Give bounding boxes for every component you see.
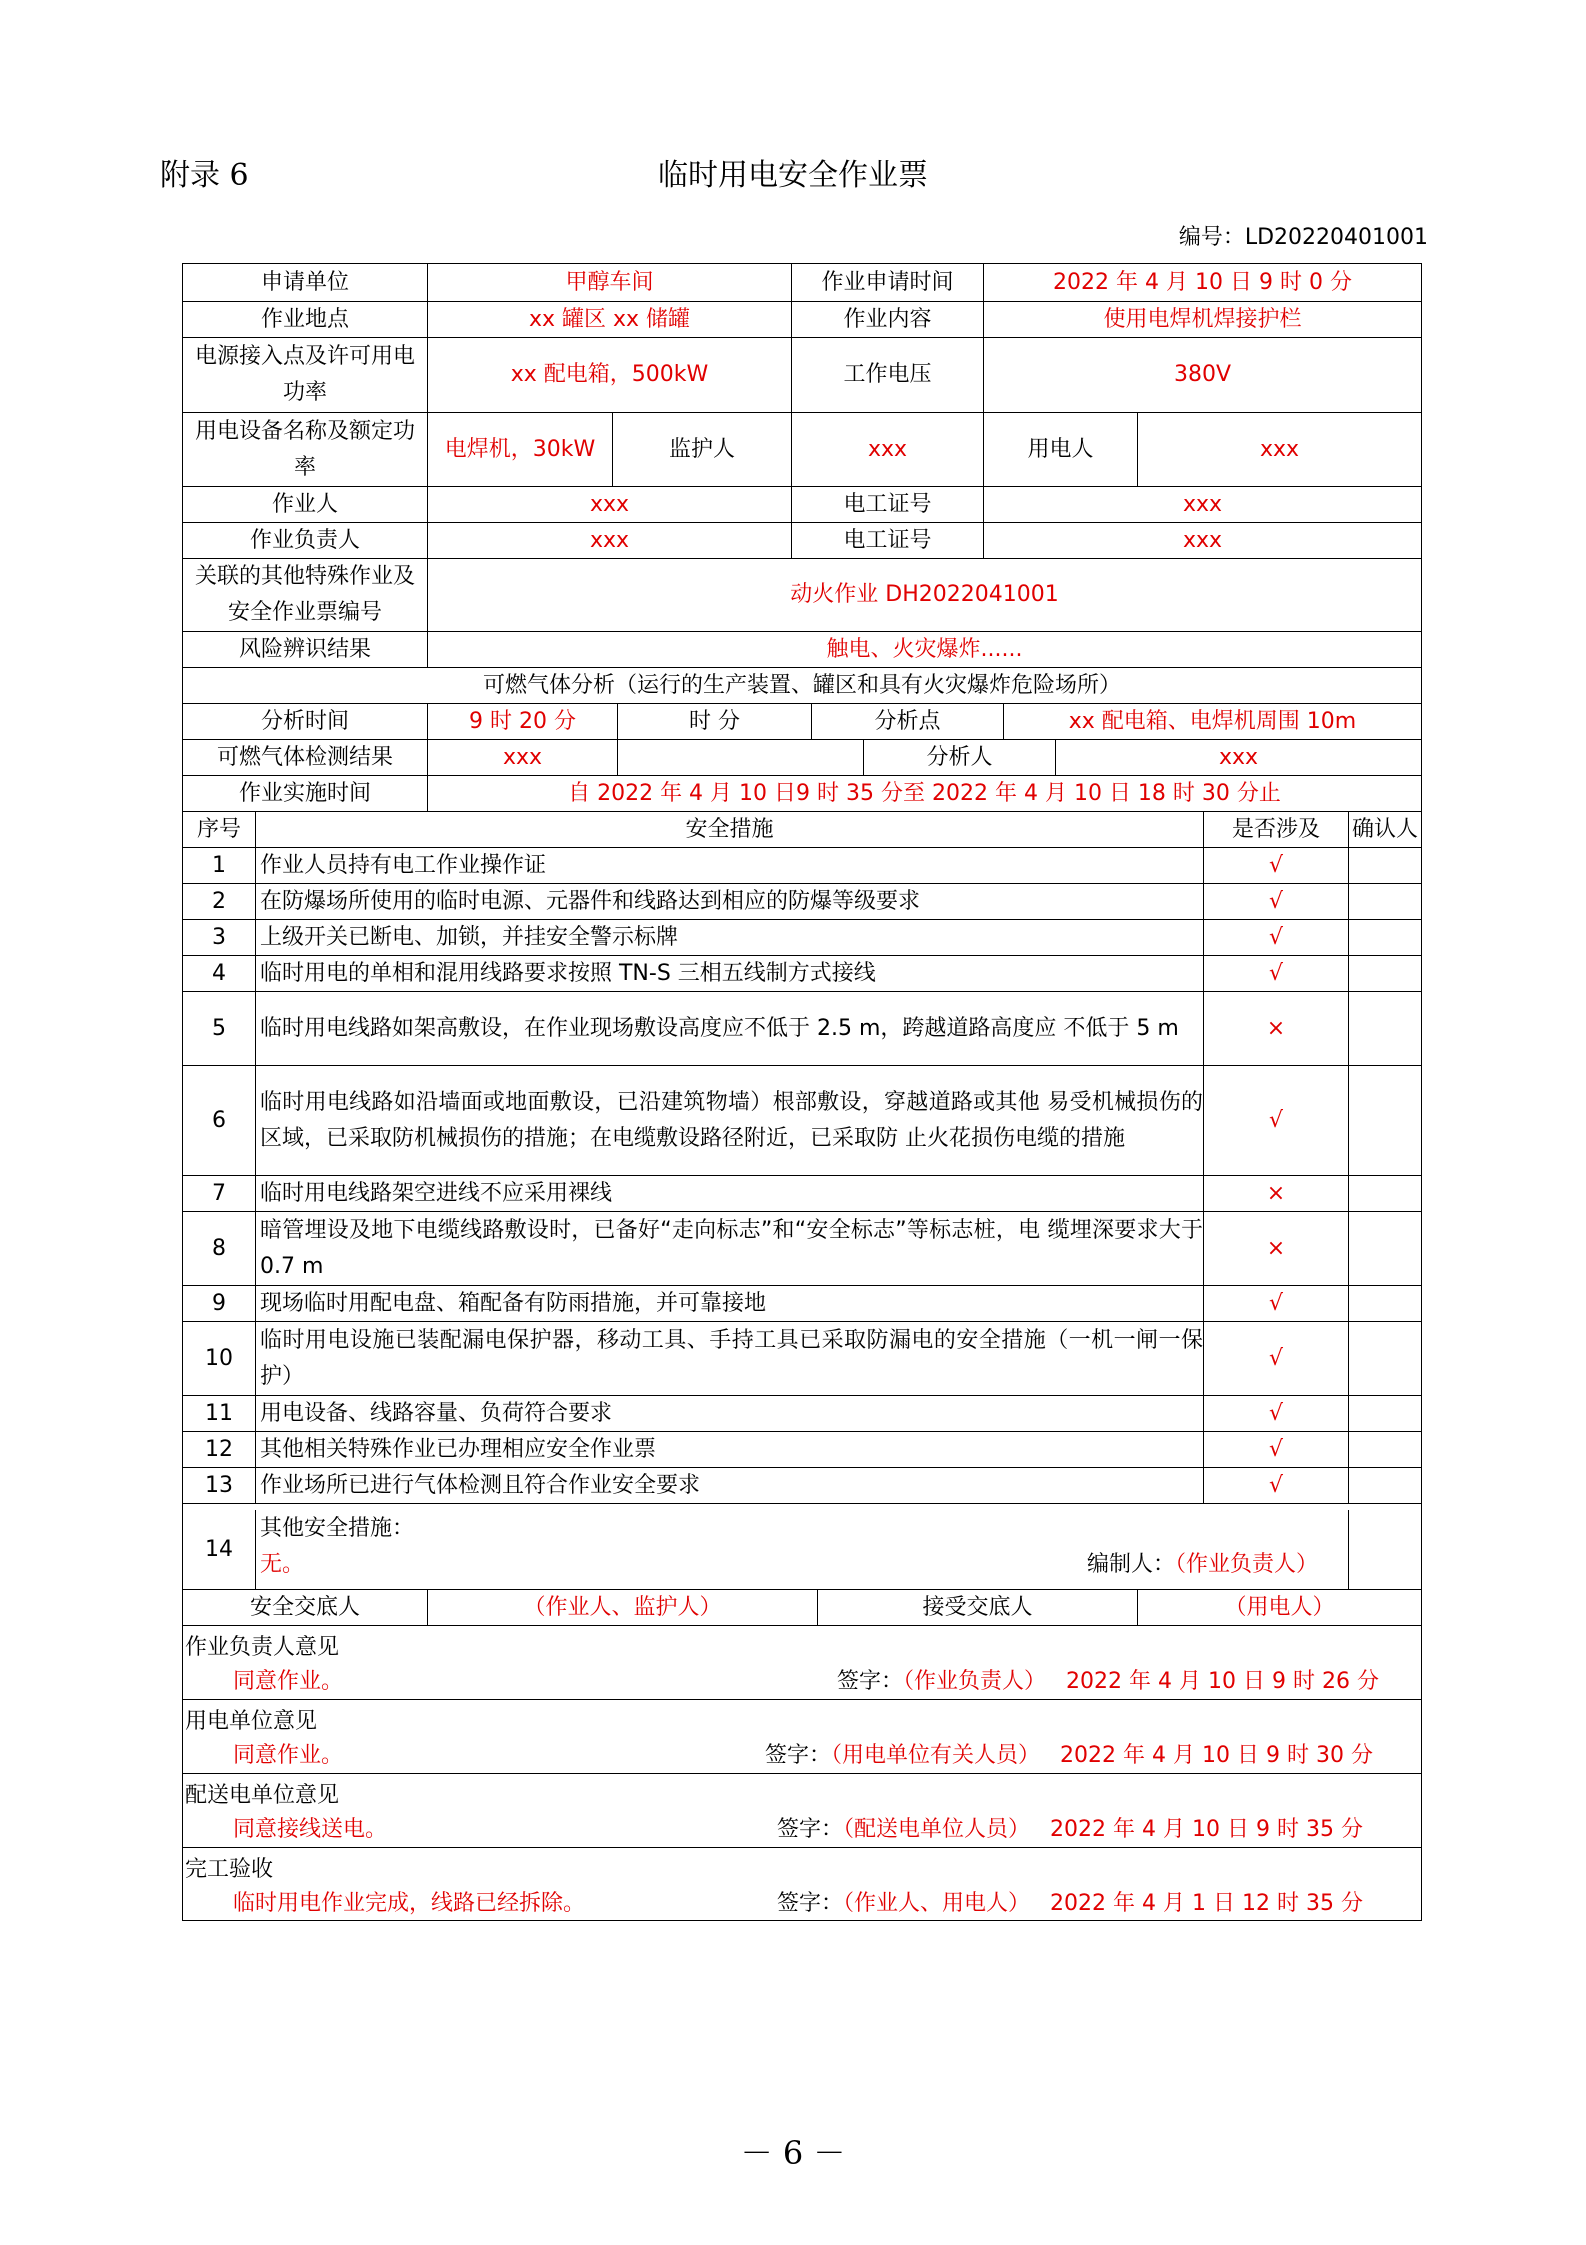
gas-result-blank (617, 740, 863, 775)
measure-row (183, 1468, 1421, 1504)
opinion-sign (777, 1812, 1363, 1843)
location-value: xx 罐区 xx 储罐 (427, 302, 791, 337)
sign-label: 签字： (765, 1743, 832, 1768)
measure-no: 13 (205, 1472, 233, 1498)
serial-number: 编号：LD20220401001 (1178, 225, 1428, 250)
confirm-cell (1348, 1066, 1421, 1175)
measure-text: 用电设备、线路容量、负荷符合要求 (255, 1396, 1203, 1431)
measure-text: 临时用电设施已装配漏电保护器，移动工具、手持工具已采取防漏电的安全措施（一机一闸一保护） (255, 1322, 1203, 1395)
involved-mark: × (1203, 1212, 1348, 1285)
handover-giver-value: （作业人、监护人） (427, 1590, 817, 1625)
opinion-sign (765, 1738, 1373, 1769)
measure-text: 作业人员持有电工作业操作证 (255, 848, 1203, 883)
involved-mark: √ (1203, 1432, 1348, 1467)
compiler-label: 编制人： (1086, 1552, 1175, 1577)
analysis-time-label: 分析时间 (260, 708, 349, 734)
opinion-sign (837, 1664, 1379, 1695)
sign-date: 2022 年 4 月 10 日 9 时 26 分 (1066, 1669, 1379, 1694)
involved-mark: √ (1203, 1396, 1348, 1431)
other-measures-cell (255, 1510, 1348, 1589)
involved-mark: √ (1203, 1066, 1348, 1175)
opinion-value: 同意作业。 (233, 1743, 344, 1768)
device-value: 电焊机，30kW (427, 413, 612, 486)
compiler (1087, 1548, 1318, 1582)
signer: （用电单位有关人员） (831, 1743, 1041, 1768)
row-gas-result (183, 740, 1421, 776)
analyst-value: xxx (1055, 740, 1421, 775)
row-worker (183, 487, 1421, 523)
signer: （作业人、用电人） (843, 1891, 1031, 1916)
measure-no: 12 (205, 1436, 233, 1462)
col-confirm-header: 确认人 (1348, 812, 1421, 847)
row-leader (183, 523, 1421, 559)
confirm-cell (1348, 956, 1421, 991)
gas-result-value: xxx (427, 740, 617, 775)
other-measures-label: 其他安全措施： (260, 1516, 415, 1541)
involved-mark: √ (1203, 1286, 1348, 1321)
cert-label-1: 电工证号 (791, 487, 983, 522)
opinion-leader (183, 1626, 1421, 1700)
measure-row (183, 1286, 1421, 1322)
measure-row (183, 920, 1421, 956)
measure-text: 临时用电线路如沿墙面或地面敷设，已沿建筑物墙）根部敷设，穿越道路或其他 易受机械损伤的区域，已采取防机械损伤的措施；在电缆敷设路径附近，已采取防 止火花损伤电缆的措施 (255, 1066, 1203, 1175)
measure-text: 在防爆场所使用的临时电源、元器件和线路达到相应的防爆等级要求 (255, 884, 1203, 919)
confirm-cell (1348, 1176, 1421, 1211)
measure-text: 暗管埋设及地下电缆线路敷设时，已备好“走向标志”和“安全标志”等标志桩，电 缆埋深要求大于 0.7 m (255, 1212, 1203, 1285)
gas-result-label: 可燃气体检测结果 (216, 744, 393, 770)
confirm-cell (1348, 848, 1421, 883)
confirm-cell (1348, 1396, 1421, 1431)
work-permit-form (182, 263, 1422, 1921)
involved-mark: √ (1203, 1322, 1348, 1395)
user-label: 用电人 (983, 413, 1137, 486)
measure-text: 上级开关已断电、加锁，并挂安全警示标牌 (255, 920, 1203, 955)
measure-no: 7 (212, 1180, 226, 1206)
opinion-title: 配送电单位意见 (185, 1783, 340, 1808)
measure-text: 临时用电线路如架高敷设，在作业现场敷设高度应不低于 2.5 m，跨越道路高度应 不低于 5 m (255, 992, 1203, 1065)
handover-receiver-label: 接受交底人 (817, 1590, 1137, 1625)
involved-mark: × (1203, 992, 1348, 1065)
involved-mark: √ (1203, 956, 1348, 991)
opinion-title: 用电单位意见 (185, 1709, 318, 1734)
sign-date: 2022 年 4 月 10 日 9 时 35 分 (1050, 1817, 1363, 1842)
confirm-cell (1348, 920, 1421, 955)
confirm-cell (1348, 1212, 1421, 1285)
compiler-value: （作业负责人） (1174, 1552, 1318, 1577)
confirm-cell (1348, 1510, 1421, 1589)
period-label: 作业实施时间 (238, 780, 371, 806)
measure-row (183, 1212, 1421, 1286)
gas-analysis-header: 可燃气体分析（运行的生产装置、罐区和具有火灾爆炸危险场所） (482, 672, 1121, 698)
period-value: 自 2022 年 4 月 10 日9 时 35 分至 2022 年 4 月 10 日 18 时 30 分止 (427, 776, 1421, 811)
measure-row (183, 956, 1421, 992)
power-point-value: xx 配电箱，500kW (427, 338, 791, 412)
measure-no: 5 (212, 1015, 226, 1041)
other-measures-value: 无。 (260, 1552, 305, 1577)
confirm-cell (1348, 992, 1421, 1065)
row-gas-header (183, 668, 1421, 704)
voltage-label: 工作电压 (791, 338, 983, 412)
measure-row (183, 1396, 1421, 1432)
signer: （配送电单位人员） (843, 1817, 1031, 1842)
content-label: 作业内容 (791, 302, 983, 337)
measure-no: 9 (212, 1290, 226, 1316)
row-handover (183, 1590, 1421, 1626)
sign-date: 2022 年 4 月 10 日 9 时 30 分 (1060, 1743, 1373, 1768)
leader-label: 作业负责人 (249, 527, 360, 553)
measure-text: 其他相关特殊作业已办理相应安全作业票 (255, 1432, 1203, 1467)
opinion-title: 完工验收 (185, 1857, 274, 1882)
analyst-label: 分析人 (863, 740, 1055, 775)
opinion-title: 作业负责人意见 (185, 1635, 340, 1660)
sign-label: 签字： (837, 1669, 904, 1694)
measure-text: 临时用电线路架空进线不应采用裸线 (255, 1176, 1203, 1211)
risk-value: 触电、火灾爆炸...... (427, 632, 1421, 667)
voltage-value: 380V (983, 338, 1421, 412)
risk-label: 风险辨识结果 (238, 636, 371, 662)
opinion-value: 同意作业。 (233, 1669, 344, 1694)
related-label: 关联的其他特殊作业及安全作业票编号 (194, 564, 415, 625)
user-value: xxx (1137, 413, 1421, 486)
confirm-cell (1348, 1468, 1421, 1503)
measure-row (183, 884, 1421, 920)
applicant-value: 甲醇车间 (427, 264, 791, 301)
sign-label: 签字： (777, 1891, 844, 1916)
location-label: 作业地点 (260, 306, 349, 332)
worker-label: 作业人 (271, 491, 338, 517)
related-value: 动火作业 DH2022041001 (427, 559, 1421, 631)
measure-text: 现场临时用配电盘、箱配备有防雨措施，并可靠接地 (255, 1286, 1203, 1321)
measure-no: 4 (212, 960, 226, 986)
measure-no: 3 (212, 924, 226, 950)
measure-text: 作业场所已进行气体检测且符合作业安全要求 (255, 1468, 1203, 1503)
analysis-point-value: xx 配电箱、电焊机周围 10m (1003, 704, 1421, 739)
opinion-user-unit (183, 1700, 1421, 1774)
applicant-label: 申请单位 (260, 269, 349, 295)
measure-text: 临时用电的单相和混用线路要求按照 TN-S 三相五线制方式接线 (255, 956, 1203, 991)
confirm-cell (1348, 1432, 1421, 1467)
analysis-point-label: 分析点 (811, 704, 1003, 739)
measure-row-other (183, 1510, 1421, 1590)
measure-row (183, 1066, 1421, 1176)
opinion-value: 同意接线送电。 (233, 1817, 388, 1842)
confirm-cell (1348, 884, 1421, 919)
supervisor-label: 监护人 (612, 413, 791, 486)
measure-row (183, 1432, 1421, 1468)
involved-mark: √ (1203, 920, 1348, 955)
handover-receiver-value: （用电人） (1137, 1590, 1421, 1625)
sign-label: 签字： (777, 1817, 844, 1842)
measure-no: 10 (205, 1345, 233, 1371)
content-value: 使用电焊机焊接护栏 (983, 302, 1421, 337)
row-location (183, 302, 1421, 338)
row-analysis-time (183, 704, 1421, 740)
power-point-label: 电源接入点及许可用电功率 (194, 344, 415, 405)
measure-row (183, 1176, 1421, 1212)
row-device (183, 413, 1421, 487)
col-measure-header: 安全措施 (255, 812, 1203, 847)
handover-giver-label: 安全交底人 (249, 1594, 360, 1620)
involved-mark: √ (1203, 884, 1348, 919)
measure-no: 1 (212, 852, 226, 878)
page-number: － 6 － (740, 2134, 846, 2172)
row-applicant (183, 264, 1421, 302)
confirm-cell (1348, 1286, 1421, 1321)
col-no-header: 序号 (196, 816, 241, 842)
device-label: 用电设备名称及额定功率 (194, 418, 415, 480)
cert-value-1: xxx (983, 487, 1421, 522)
leader-value: xxx (427, 523, 791, 558)
cert-label-2: 电工证号 (791, 523, 983, 558)
measure-row (183, 1322, 1421, 1396)
apply-time-value: 2022 年 4 月 10 日 9 时 0 分 (983, 264, 1421, 301)
measure-no: 2 (212, 888, 226, 914)
opinion-value: 临时用电作业完成，线路已经拆除。 (233, 1891, 586, 1916)
involved-mark: √ (1203, 848, 1348, 883)
measure-no: 11 (205, 1400, 233, 1426)
page-title: 临时用电安全作业票 (658, 158, 928, 193)
row-period (183, 776, 1421, 812)
opinion-acceptance (183, 1848, 1421, 1922)
measures-header-row (183, 812, 1421, 848)
signer: （作业负责人） (903, 1669, 1047, 1694)
analysis-time-value-2: 时 分 (617, 704, 811, 739)
opinion-supply-unit (183, 1774, 1421, 1848)
row-risk (183, 632, 1421, 668)
worker-value: xxx (427, 487, 791, 522)
row-power-point (183, 338, 1421, 413)
cert-value-2: xxx (983, 523, 1421, 558)
col-involved-header: 是否涉及 (1203, 812, 1348, 847)
confirm-cell (1348, 1322, 1421, 1395)
measure-row (183, 992, 1421, 1066)
appendix-label: 附录 6 (160, 158, 249, 193)
measure-no: 6 (212, 1107, 226, 1133)
apply-time-label: 作业申请时间 (791, 264, 983, 301)
opinion-sign (777, 1886, 1363, 1917)
involved-mark: √ (1203, 1468, 1348, 1503)
supervisor-value: xxx (791, 413, 983, 486)
row-related (183, 559, 1421, 632)
sign-date: 2022 年 4 月 1 日 12 时 35 分 (1050, 1891, 1363, 1916)
involved-mark: × (1203, 1176, 1348, 1211)
measure-row (183, 848, 1421, 884)
measure-no: 8 (212, 1235, 226, 1261)
measure-no: 14 (205, 1536, 233, 1562)
analysis-time-value: 9 时 20 分 (427, 704, 617, 739)
